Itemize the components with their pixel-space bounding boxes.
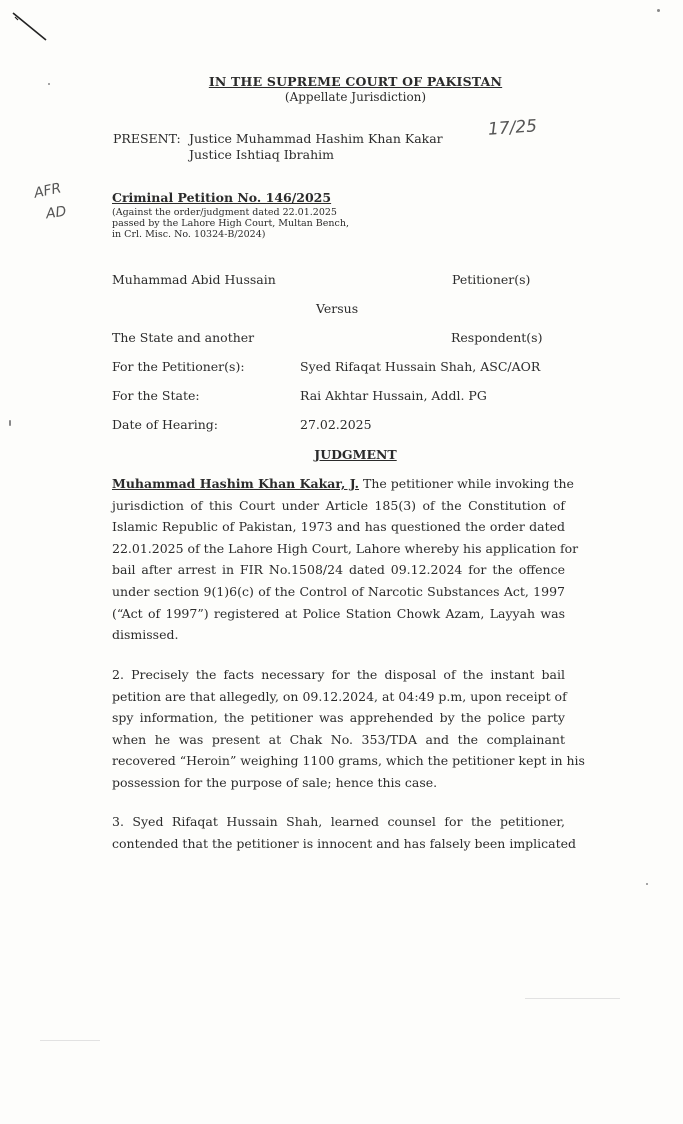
- appearance-label-date: Date of Hearing:: [112, 417, 218, 432]
- paragraph-line: when he was present at Chak No. 353/TDA and the complainant: [112, 731, 565, 747]
- paragraph-line: spy information, the petitioner was apprehended by the police party: [112, 710, 565, 726]
- handwritten-number: 17/25: [487, 116, 538, 140]
- petitioner-name: Muhammad Abid Hussain: [112, 272, 276, 287]
- jurisdiction: (Appellate Jurisdiction): [284, 90, 427, 104]
- judge-author: Muhammad Hashim Khan Kakar, J.: [112, 476, 360, 491]
- case-subline-1: (Against the order/judgment dated 22.01.2025: [112, 207, 337, 218]
- paragraph-line: dismissed.: [112, 627, 179, 643]
- appearance-label-state: For the State:: [112, 388, 200, 403]
- appearance-value-petitioner: Syed Rifaqat Hussain Shah, ASC/AOR: [300, 359, 541, 374]
- scan-speck: [646, 883, 648, 885]
- paragraph-line: Islamic Republic of Pakistan, 1973 and has questioned the order dated: [112, 519, 565, 535]
- scan-corner-mark: [10, 10, 50, 45]
- case-number: Criminal Petition No. 146/2025: [112, 190, 332, 205]
- respondent-role: Respondent(s): [451, 330, 543, 345]
- scan-speck: [9, 420, 11, 426]
- handwritten-afr: AFR: [32, 180, 63, 202]
- paragraph-line: contended that the petitioner is innocent and has falsely been implicated: [112, 835, 577, 851]
- judgment-heading: JUDGMENT: [314, 447, 397, 462]
- paragraph-line: 22.01.2025 of the Lahore High Court, Lahore whereby his application for: [112, 540, 579, 556]
- judge-2: Justice Ishtiaq Ibrahim: [189, 147, 334, 162]
- judgment-paragraph-1: [112, 473, 579, 646]
- paragraph-line: Muhammad Hashim Khan Kakar, J. The petitioner while invoking the: [112, 476, 574, 491]
- versus: Versus: [316, 301, 359, 316]
- present-label: PRESENT:: [113, 131, 181, 146]
- paragraph-line: possession for the purpose of sale; hence this case.: [112, 774, 438, 790]
- paragraph-line: 3. Syed Rifaqat Hussain Shah, learned counsel for the petitioner,: [112, 814, 565, 829]
- paragraph-line: jurisdiction of this Court under Article 185(3) of the Constitution of: [112, 497, 565, 513]
- judgment-paragraph-2: [112, 664, 585, 794]
- case-subline-3: in Crl. Misc. No. 10324-B/2024): [112, 229, 266, 240]
- scan-speck: [657, 9, 660, 12]
- respondent-name: The State and another: [112, 330, 255, 345]
- paragraph-line: recovered “Heroin” weighing 1100 grams, which the petitioner kept in his: [112, 753, 585, 769]
- handwritten-ad: AD: [44, 203, 68, 223]
- judge-1: Justice Muhammad Hashim Khan Kakar: [189, 131, 443, 146]
- paragraph-line: under section 9(1)6(c) of the Control of Narcotic Substances Act, 1997: [112, 583, 565, 599]
- paragraph-line: bail after arrest in FIR No.1508/24 dated 09.12.2024 for the offence: [112, 562, 565, 578]
- paragraph-line: (“Act of 1997”) registered at Police Station Chowk Azam, Layyah was: [112, 605, 565, 621]
- appearance-value-date: 27.02.2025: [300, 417, 372, 432]
- case-subline-2: passed by the Lahore High Court, Multan Bench,: [112, 218, 349, 229]
- petitioner-role: Petitioner(s): [452, 272, 531, 287]
- judgment-paragraph-3: [112, 811, 577, 854]
- appearance-value-state: Rai Akhtar Hussain, Addl. PG: [300, 388, 487, 403]
- paragraph-line: petition are that allegedly, on 09.12.2024, at 04:49 p.m, upon receipt of: [112, 688, 567, 704]
- court-title: IN THE SUPREME COURT OF PAKISTAN: [208, 74, 503, 89]
- scan-line: [40, 1040, 100, 1041]
- paragraph-line: 2. Precisely the facts necessary for the disposal of the instant bail: [112, 667, 565, 682]
- appearance-label-petitioner: For the Petitioner(s):: [112, 359, 245, 374]
- scan-line: [525, 998, 620, 999]
